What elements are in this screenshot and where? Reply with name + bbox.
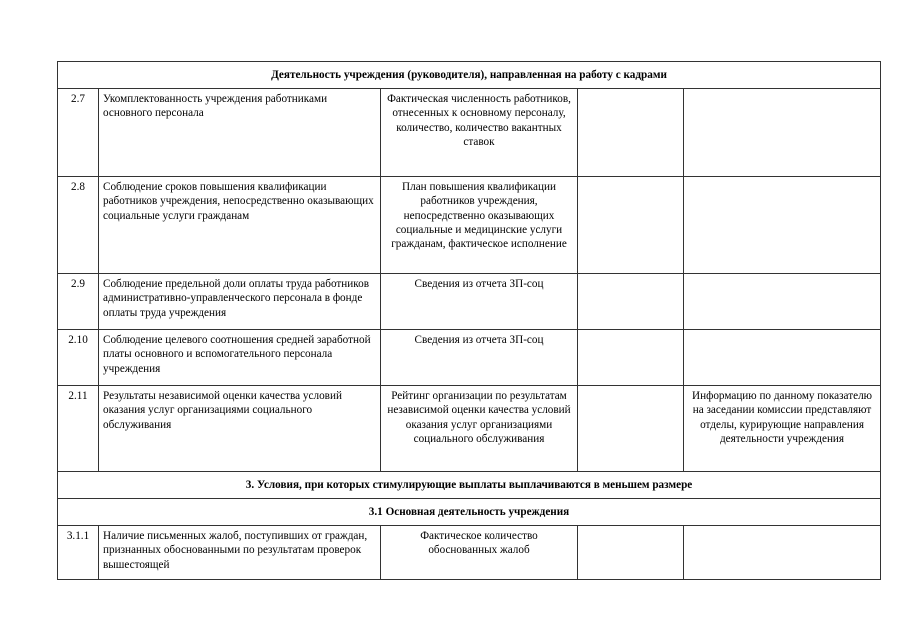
indicator-cell: Соблюдение предельной доли оплаты труда работников административно-управленческого персонала в фонде оплаты труда учреждения [99,274,381,330]
note-cell [684,526,881,580]
section-header-row [58,472,881,499]
source-cell: Фактическая численность работников, отнесенных к основному персоналу, количество, количество вакантных ставок [381,89,578,177]
table-row [58,89,881,177]
section-3-1-header: 3.1 Основная деятельность учреждения [58,499,881,526]
row-number: 2.8 [58,177,99,274]
criteria-table [57,61,881,580]
subsection-header-row [58,499,881,526]
score-cell [578,177,684,274]
note-cell: Информацию по данному показателю на заседании комиссии представляют отделы, курирующие направления деятельности учреждения [684,386,881,472]
note-cell [684,330,881,386]
row-number: 3.1.1 [58,526,99,580]
indicator-cell: Наличие письменных жалоб, поступивших от граждан, признанных обоснованными по результатам проверок вышестоящей [99,526,381,580]
source-cell: Рейтинг организации по результатам независимой оценки качества условий оказания услуг организациями социального обслуживания [381,386,578,472]
table-row [58,177,881,274]
table-row [58,526,881,580]
row-number: 2.10 [58,330,99,386]
source-cell: Сведения из отчета ЗП-соц [381,274,578,330]
score-cell [578,89,684,177]
score-cell [578,526,684,580]
score-cell [578,330,684,386]
indicator-cell: Результаты независимой оценки качества условий оказания услуг организациями социального обслуживания [99,386,381,472]
note-cell [684,274,881,330]
section-2-header: Деятельность учреждения (руководителя), направленная на работу с кадрами [58,62,881,89]
row-number: 2.9 [58,274,99,330]
section-3-header: 3. Условия, при которых стимулирующие выплаты выплачиваются в меньшем размере [58,472,881,499]
score-cell [578,274,684,330]
score-cell [578,386,684,472]
indicator-cell: Соблюдение целевого соотношения средней заработной платы основного и вспомогательного персонала учреждения [99,330,381,386]
row-number: 2.7 [58,89,99,177]
note-cell [684,177,881,274]
note-cell [684,89,881,177]
section-header-row [58,62,881,89]
indicator-cell: Укомплектованность учреждения работниками основного персонала [99,89,381,177]
source-cell: План повышения квалификации работников учреждения, непосредственно оказывающих социальные и медицинские услуги гражданам, фактическое исполнение [381,177,578,274]
table-row [58,330,881,386]
table-row [58,386,881,472]
indicator-cell: Соблюдение сроков повышения квалификации работников учреждения, непосредственно оказывающих социальные услуги гражданам [99,177,381,274]
source-cell: Сведения из отчета ЗП-соц [381,330,578,386]
row-number: 2.11 [58,386,99,472]
table-row [58,274,881,330]
source-cell: Фактическое количество обоснованных жалоб [381,526,578,580]
